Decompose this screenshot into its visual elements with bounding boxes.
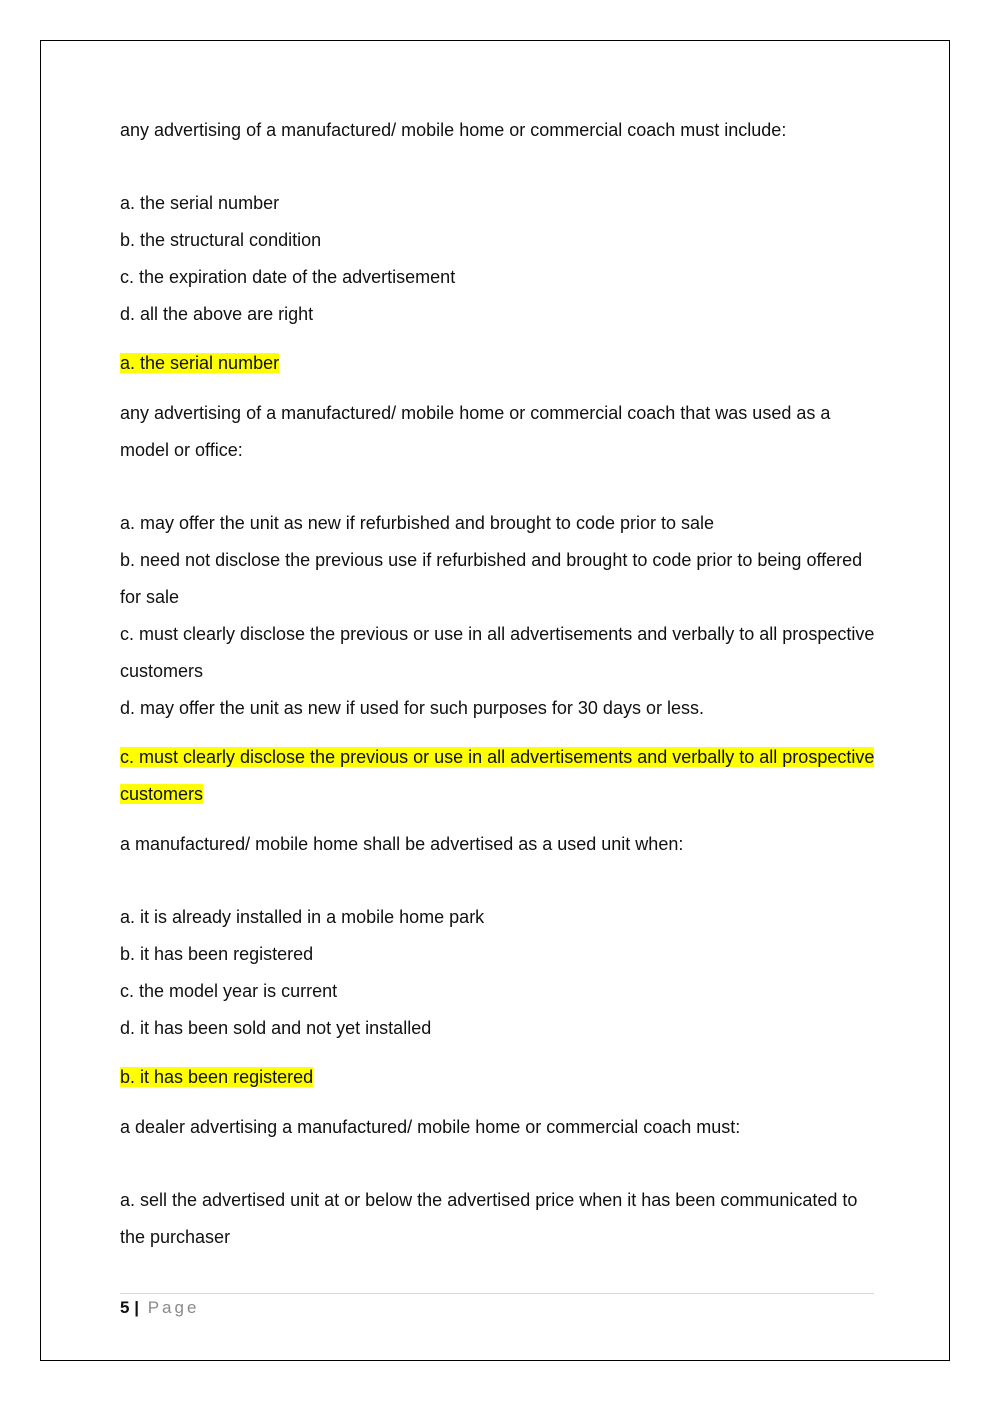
footer-divider [120, 1293, 874, 1294]
page-footer [120, 1297, 199, 1319]
page-number: 5 [120, 1298, 130, 1317]
answer-option: a. the serial number [120, 193, 280, 213]
question-text: a dealer advertising a manufactured/ mobile home or commercial coach must: [120, 1117, 741, 1137]
answer-option: c. the model year is current [120, 981, 338, 1001]
correct-answer [120, 345, 880, 382]
answer-option: b. need not disclose the previous use if refurbished and brought to code prior to being offered for sale [120, 550, 863, 607]
answer-option: c. must clearly disclose the previous or use in all advertisements and verbally to all prospective customers [120, 624, 875, 681]
answer-option: b. it has been registered [120, 944, 314, 964]
question-text: a manufactured/ mobile home shall be advertised as a used unit when: [120, 834, 684, 854]
highlighted-answer: c. must clearly disclose the previous or use in all advertisements and verbally to all prospective customers [120, 747, 875, 804]
answer-option: a. may offer the unit as new if refurbished and brought to code prior to sale [120, 513, 715, 533]
answer-option: b. the structural condition [120, 230, 322, 250]
answer-option: d. it has been sold and not yet installed [120, 1018, 432, 1038]
page-label: Page [147, 1298, 200, 1317]
correct-answer [120, 739, 880, 813]
highlighted-answer: a. the serial number [120, 353, 280, 373]
answer-option: d. may offer the unit as new if used for such purposes for 30 days or less. [120, 698, 704, 718]
answer-option: c. the expiration date of the advertisement [120, 267, 456, 287]
correct-answer [120, 1059, 880, 1096]
answer-option: a. it is already installed in a mobile home park [120, 907, 485, 927]
question-text: any advertising of a manufactured/ mobile home or commercial coach must include: [120, 120, 787, 140]
question-text: any advertising of a manufactured/ mobile home or commercial coach that was used as a model or office: [120, 403, 831, 460]
answer-option: a. sell the advertised unit at or below the advertised price when it has been communicated to the purchaser [120, 1190, 858, 1247]
footer-separator: | [134, 1298, 139, 1317]
document-body [120, 112, 880, 1256]
answer-option: d. all the above are right [120, 304, 314, 324]
highlighted-answer: b. it has been registered [120, 1067, 314, 1087]
